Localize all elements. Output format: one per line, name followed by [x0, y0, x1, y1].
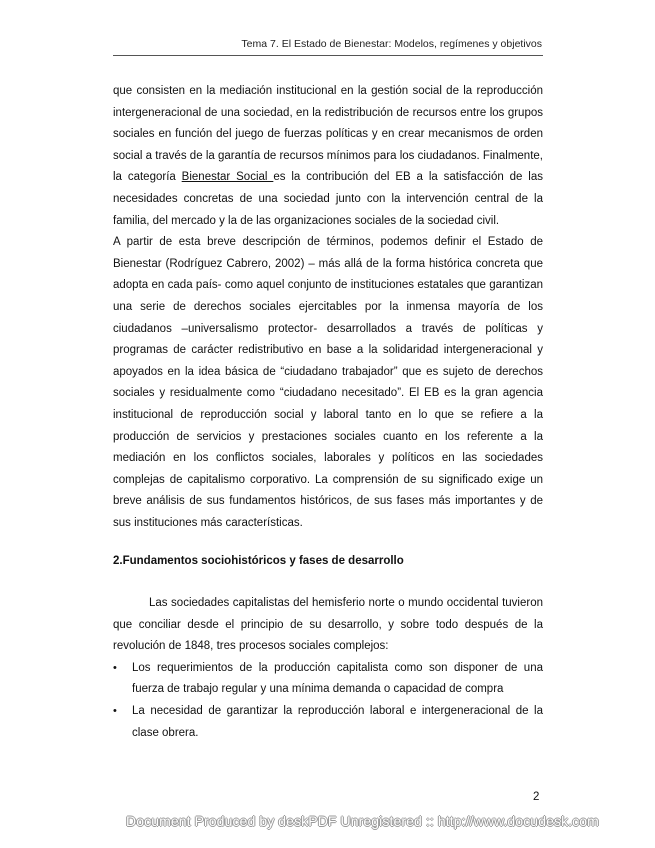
list-item: [113, 658, 543, 701]
paragraph-1-text-a: que consisten en la mediación institucional en la gestión social de la reproducción intergeneracional de una sociedad, en la redistribución de recursos entre los grupos sociales en función del juego de fuerzas políticas y en crear mecanismos de orden social a través de la garantía de recursos mínimos para los ciudadanos. Finalmente, la categoría: [113, 85, 543, 184]
bullet-icon: •: [113, 705, 117, 718]
paragraph-1-text-b: es la contribución del EB a la satisfacción de las necesidades concretas de una sociedad junto con la intervención central de la familia, del mercado y la de las organizaciones sociales de la sociedad civil.: [113, 171, 543, 227]
paragraph-2: A partir de esta breve descripción de términos, podemos definir el Estado de Bienestar (Rodríguez Cabrero, 2002) – más allá de la forma histórica concreta que adopta en cada país- como aquel conjunto de instituciones estatales que garantizan una serie de derechos sociales ejercitables por la inmensa mayoría de los ciudadanos –universalismo protector- desarrollados a través de políticas y programas de carácter redistributivo en base a la solidaridad intergeneracional y apoyados en la idea básica de “ciudadano trabajador” que es sujeto de derechos sociales y residualmente como “ciudadano necesitado”. El EB es la gran agencia institucional de reproducción social y laboral tanto en lo que se refiere a la producción de servicios y prestaciones sociales cuanto en los referente a la mediación en los conflictos sociales, laborales y políticos en las sociedades complejas de capitalismo corporativo. La comprensión de su significado exige un breve análisis de sus fundamentos históricos, de sus fases más importantes y de sus instituciones más características.: [113, 236, 543, 529]
list-item-text: La necesidad de garantizar la reproducción laboral e intergeneracional de la clase obrera.: [132, 705, 543, 739]
list-item: [113, 701, 543, 744]
spacer: [113, 573, 543, 593]
underlined-term: Bienestar Social: [181, 171, 274, 184]
running-header: Tema 7. El Estado de Bienestar: Modelos, regímenes y objetivos: [241, 38, 542, 50]
paragraph-3: Las sociedades capitalistas del hemisferio norte o mundo occidental tuvieron que conciliar desde el principio de su desarrollo, y sobre todo después de la revolución de 1848, tres procesos sociales complejos:: [113, 597, 543, 653]
watermark: Document Produced by deskPDF Unregistered :: http://www.docudesk.com: [126, 813, 599, 829]
header-divider: [113, 55, 543, 56]
bullet-list: [113, 658, 543, 744]
paragraph-1: [113, 81, 543, 232]
spacer: [113, 534, 543, 551]
page-number: 2: [533, 791, 540, 803]
page-body: [113, 81, 543, 744]
list-item-text: Los requerimientos de la producción capitalista como son disponer de una fuerza de trabajo regular y una mínima demanda o capacidad de compra: [132, 661, 543, 696]
bullet-icon: •: [113, 661, 117, 674]
section-heading: 2.Fundamentos sociohistóricos y fases de desarrollo: [113, 555, 404, 568]
